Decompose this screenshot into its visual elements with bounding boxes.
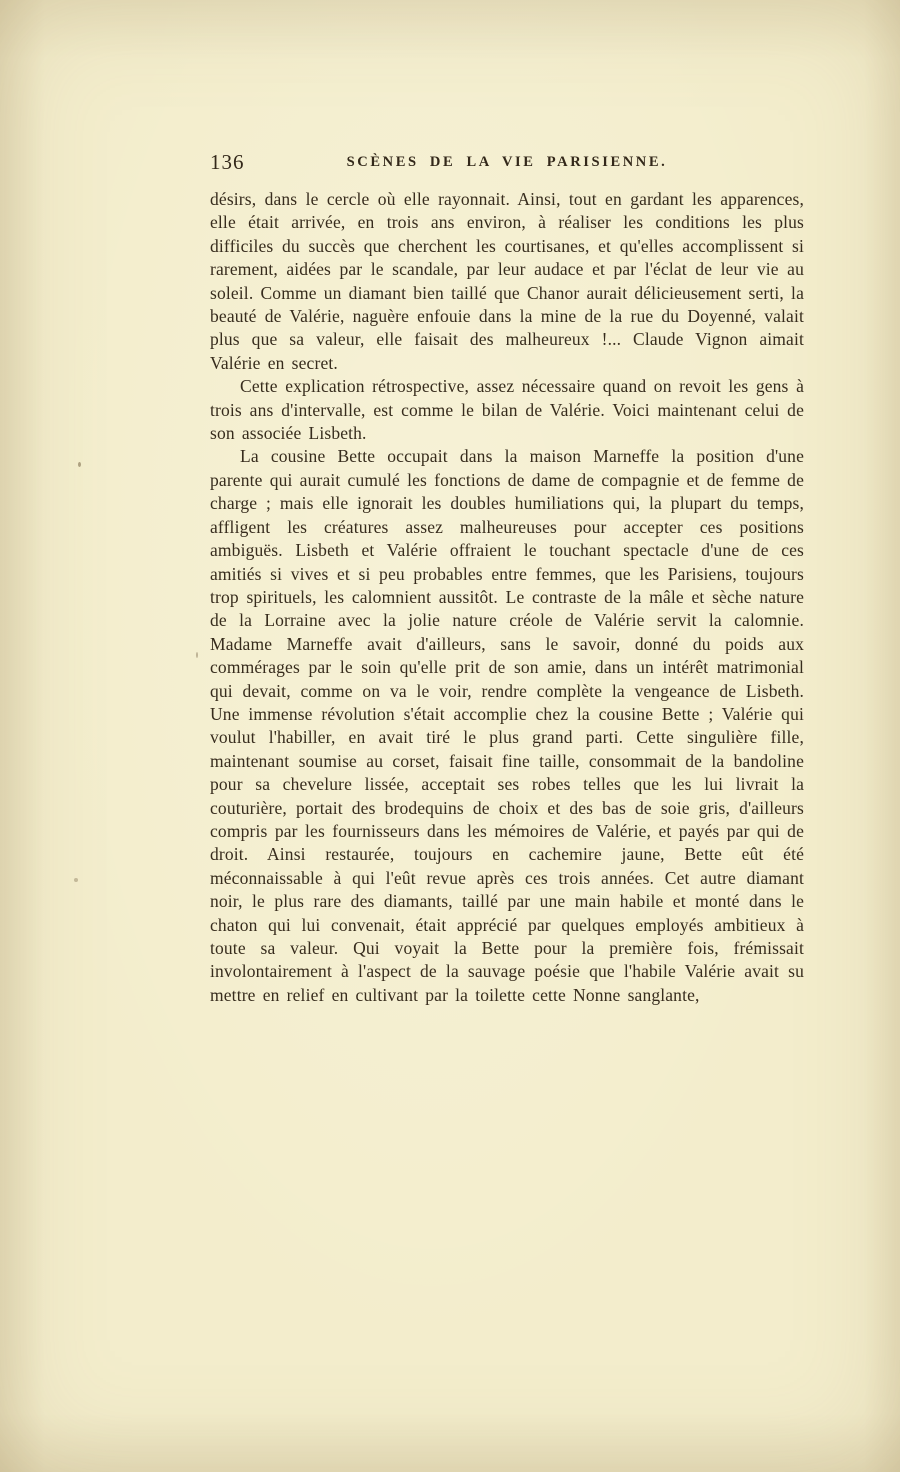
running-title: SCÈNES DE LA VIE PARISIENNE. (346, 154, 668, 170)
book-page-text-block (210, 150, 804, 1007)
paper-speck (78, 462, 81, 467)
paragraph-continuation: désirs, dans le cercle où elle rayonnait. Ainsi, tout en gardant les apparences, elle était arrivée, en trois ans environ, à réaliser les conditions les plus difficiles du succès que cherchent les courtisanes, et qu'elles accomplissent si rarement, aidées par le scandale, par leur audace et par l'éclat de leur vie au soleil. Comme un diamant bien taillé que Chanor aurait délicieusement serti, la beauté de Valérie, naguère enfouie dans la mine de la rue du Doyenné, valait plus que sa valeur, elle faisait des malheureux !... Claude Vignon aimait Valérie en secret. (210, 189, 804, 373)
paragraph: Cette explication rétrospective, assez nécessaire quand on revoit les gens à trois ans d'intervalle, est comme le bilan de Valérie. Voici maintenant celui de son associée Lisbeth. (210, 376, 804, 444)
paragraph: La cousine Bette occupait dans la maison Marneffe la position d'une parente qui aurait cumulé les fonctions de dame de compagnie et de femme de charge ; mais elle ignorait les doubles humiliations qui, la plupart du temps, affligent les créatures assez malheureuses pour accepter ces positions ambiguës. Lisbeth et Valérie offraient le touchant spectacle d'une de ces amitiés si vives et si peu probables entre femmes, que les Parisiens, toujours trop spirituels, les calomnient aussitôt. Le contraste de la mâle et sèche nature de la Lorraine avec la jolie nature créole de Valérie servit la calomnie. Madame Marneffe avait d'ailleurs, sans le savoir, donné du poids aux commérages par le soin qu'elle prit de son amie, dans un intérêt matrimonial qui devait, comme on va le voir, rendre complète la vengeance de Lisbeth. Une immense révolution s'était accomplie chez la cousine Bette ; Valérie qui voulut l'habiller, en avait tiré le plus grand parti. Cette singulière fille, maintenant soumise au corset, faisait fine taille, consommait de la bandoline pour sa chevelure lissée, acceptait ses robes telles que les lui livrait la couturière, portait des brodequins de choix et des bas de soie gris, d'ailleurs compris par les fournisseurs dans les mémoires de Valérie, et payés par qui de droit. Ainsi restaurée, toujours en cachemire jaune, Bette eût été méconnaissable à qui l'eût revue après ces trois années. Cet autre diamant noir, le plus rare des diamants, taillé par une main habile et monté dans le chaton qui lui convenait, était apprécié par quelques employés ambitieux à toute sa valeur. Qui voyait la Bette pour la première fois, frémissait involontairement à l'aspect de la sauvage poésie que l'habile Valérie avait su mettre en relief en cultivant par la toilette cette Nonne sanglante, (210, 446, 804, 1005)
paper-speck (74, 878, 78, 882)
page-number: 136 (210, 150, 245, 174)
paper-speck (196, 652, 198, 658)
page-header (210, 150, 804, 178)
